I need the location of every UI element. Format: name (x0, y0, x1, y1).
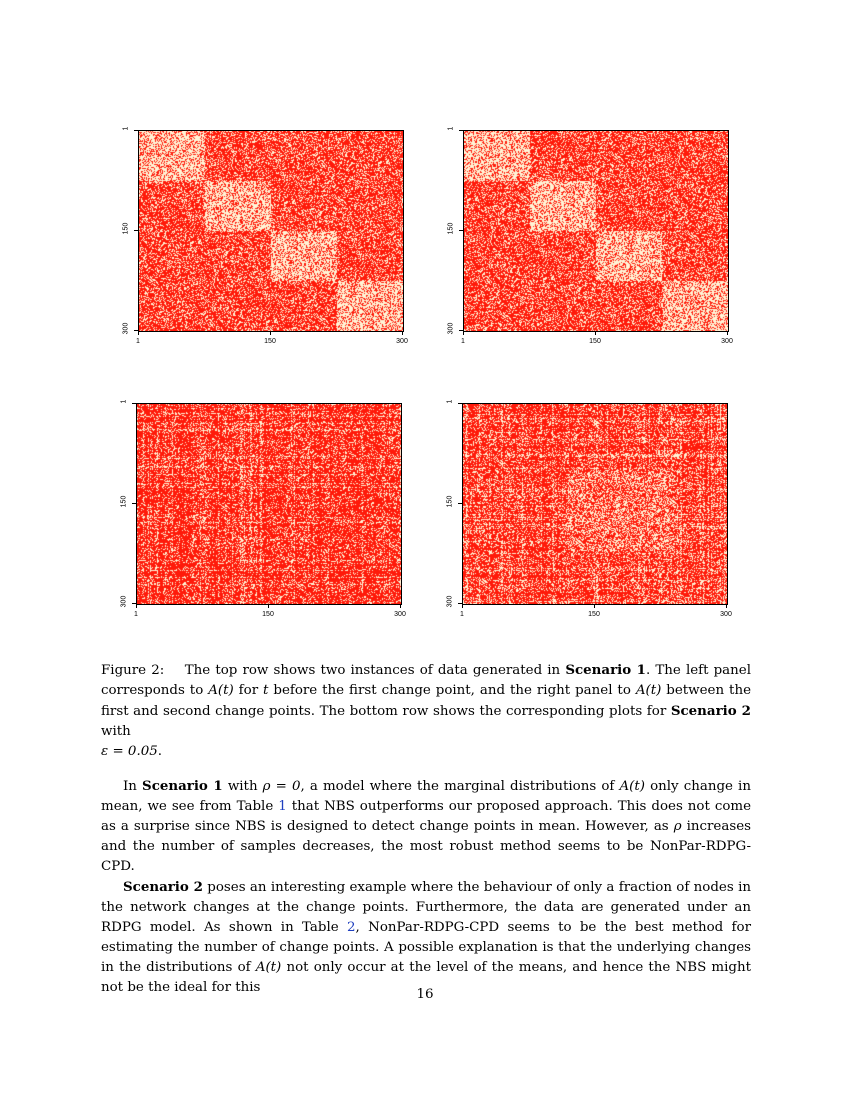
x-tick-label: 1 (134, 611, 138, 618)
y-tick-mark (459, 230, 463, 231)
caption-text: The top row shows two instances of data generated in (184, 663, 561, 678)
x-tick-label: 150 (262, 611, 274, 618)
x-tick-mark (463, 331, 464, 335)
x-tick-label: 1 (460, 611, 464, 618)
x-tick-label: 300 (396, 338, 408, 345)
x-tick-mark (462, 604, 463, 608)
table-ref-link[interactable]: 1 (278, 799, 287, 814)
adjacency-heatmap (462, 403, 728, 605)
y-tick-label: 300 (120, 595, 128, 608)
text: , a model where the marginal distributions of (300, 779, 615, 794)
x-tick-mark (726, 604, 727, 608)
caption-math: A(t) (635, 683, 662, 698)
y-tick-mark (132, 603, 136, 604)
y-tick-label: 1 (447, 126, 455, 131)
paragraph-2 (101, 877, 751, 998)
x-tick-mark (268, 604, 269, 608)
y-tick-mark (459, 330, 463, 331)
caption-text: for (238, 683, 259, 698)
bold-text: Scenario 2 (123, 879, 203, 895)
x-tick-mark (138, 331, 139, 335)
x-tick-mark (402, 331, 403, 335)
y-tick-mark (134, 130, 138, 131)
heatmap-panel-top-left (120, 125, 450, 360)
text: , NonPar-RDPG-CPD seems to be the best method for estimating the number of change points. A possible explanation is that the underlying changes in the distributions of (101, 920, 751, 975)
caption-math: t (263, 683, 269, 698)
x-tick-label: 300 (394, 611, 406, 618)
text: that NBS outperforms our proposed approach. This does not come as a surprise since NBS is designed to detect change points in mean. However, as (101, 799, 752, 834)
y-tick-mark (132, 503, 136, 504)
x-tick-mark (270, 331, 271, 335)
text: poses an interesting example where the behaviour of only a fraction of nodes in the network changes at the change points. Furthermore, the data are generated under an RDPG model. As shown in Table (101, 880, 751, 935)
adjacency-heatmap (463, 130, 729, 332)
y-tick-mark (134, 330, 138, 331)
x-tick-mark (136, 604, 137, 608)
caption-text: with (101, 724, 131, 739)
text: increases and the number of samples decreases, the most robust method seems to be NonPar-RDPG-CPD. (101, 819, 751, 874)
math: A(t) (619, 779, 645, 794)
text: In (123, 779, 137, 794)
y-tick-label: 300 (446, 595, 454, 608)
adjacency-heatmap (136, 403, 402, 605)
y-tick-mark (134, 230, 138, 231)
y-tick-label: 1 (446, 399, 454, 404)
y-tick-label: 300 (447, 322, 455, 335)
paragraph-1 (101, 776, 751, 877)
caption-text: . The left panel corresponds to (101, 663, 751, 698)
x-tick-label: 150 (588, 611, 600, 618)
x-tick-label: 1 (136, 338, 140, 345)
x-tick-label: 1 (461, 338, 465, 345)
y-tick-mark (132, 403, 136, 404)
figure-caption (101, 660, 751, 762)
y-tick-mark (458, 403, 462, 404)
math: ρ = 0 (262, 779, 301, 794)
y-tick-label: 150 (447, 222, 455, 235)
caption-text: . (157, 744, 162, 759)
y-tick-mark (459, 130, 463, 131)
text: not only occur at the level of the means, and hence the NBS might not be the ideal for this (101, 960, 751, 995)
caption-label: Figure 2: (101, 663, 165, 678)
y-tick-mark (458, 503, 462, 504)
y-tick-label: 300 (122, 322, 130, 335)
y-tick-label: 1 (120, 399, 128, 404)
x-tick-label: 150 (264, 338, 276, 345)
x-tick-label: 300 (721, 338, 733, 345)
x-tick-mark (400, 604, 401, 608)
x-tick-mark (595, 331, 596, 335)
heatmap-panel-top-right (445, 125, 775, 360)
heatmap-panel-bottom-right (444, 398, 774, 633)
page-number: 16 (416, 987, 434, 1002)
caption-bold: Scenario 2 (670, 703, 751, 719)
text: with (227, 779, 258, 794)
math: ρ (673, 819, 682, 834)
heatmap-panel-bottom-left (118, 398, 448, 633)
body-text (101, 776, 751, 998)
y-tick-label: 150 (120, 495, 128, 508)
x-tick-label: 150 (589, 338, 601, 345)
y-tick-label: 150 (446, 495, 454, 508)
caption-math: ε = 0.05 (101, 744, 158, 759)
y-tick-mark (458, 603, 462, 604)
y-tick-label: 1 (122, 126, 130, 131)
caption-text: between the first and second change points. The bottom row shows the corresponding plots for (101, 683, 751, 719)
text: only change in mean, we see from Table (101, 779, 751, 814)
math: A(t) (255, 960, 282, 975)
table-ref-link[interactable]: 2 (347, 920, 356, 935)
caption-text: before the first change point, and the right panel to (273, 683, 631, 698)
caption-bold: Scenario 1 (565, 662, 646, 678)
y-tick-label: 150 (122, 222, 130, 235)
caption-math: A(t) (208, 683, 234, 698)
adjacency-heatmap (138, 130, 404, 332)
x-tick-label: 300 (720, 611, 732, 618)
x-tick-mark (727, 331, 728, 335)
x-tick-mark (594, 604, 595, 608)
bold-text: Scenario 1 (142, 778, 223, 794)
